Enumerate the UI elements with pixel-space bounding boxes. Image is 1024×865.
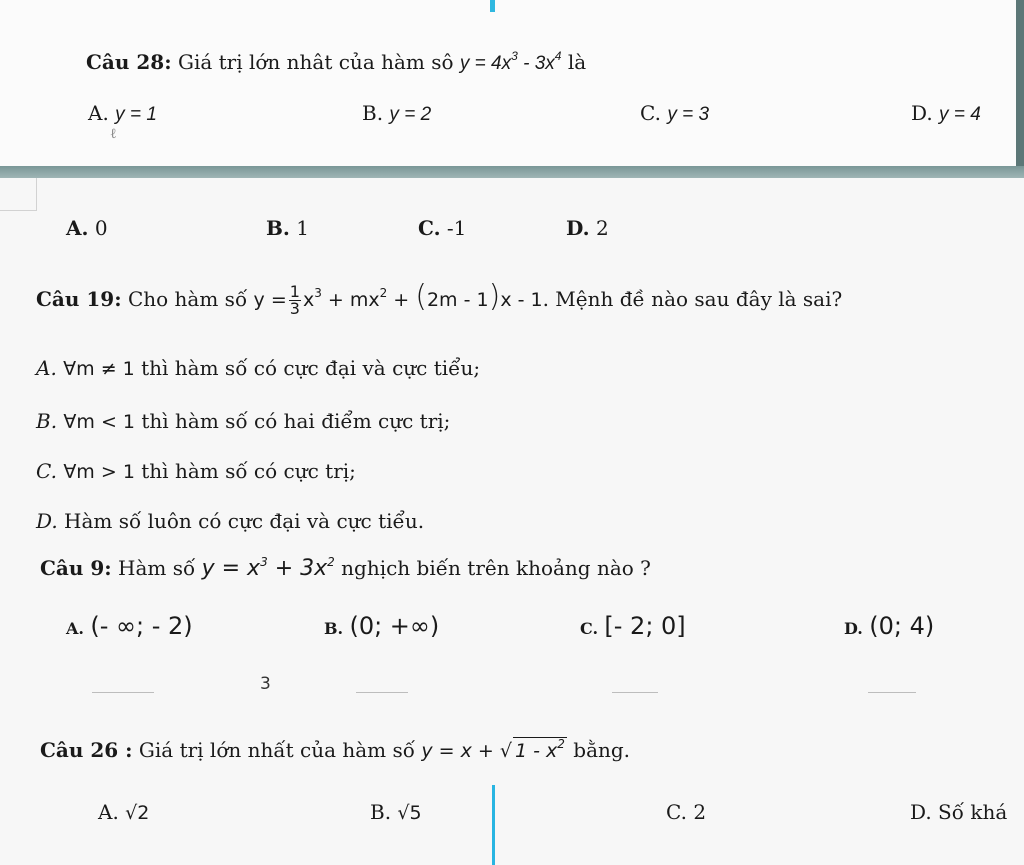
prev-option-b[interactable]: B. 1 [266, 216, 309, 240]
q19-equation: y = $\frac{1}{3}$ $x^3 + mx^2 + (2m - 1)x - 1$ [253, 279, 543, 318]
q26-label: Câu 26 : [40, 738, 133, 762]
q26-option-c[interactable]: C. 2 [666, 800, 707, 824]
q9-option-a[interactable]: A. (- ∞; - 2) [66, 612, 193, 640]
q19-option-c[interactable]: C. ∀m > 1 thì hàm số có cực trị; [36, 459, 356, 483]
text-cursor [492, 785, 495, 865]
q26-option-a[interactable]: A. √2 [98, 800, 150, 824]
panel-divider [0, 166, 1024, 178]
scroll-marker [490, 0, 495, 12]
q26-tail: bằng. [573, 738, 631, 762]
q28-stem [86, 50, 586, 73]
pencil-mark: ℓ [110, 126, 117, 142]
q19-option-b[interactable]: B. ∀m < 1 thì hàm số có hai điểm cực trị; [36, 409, 451, 433]
q9-text: Hàm số [118, 556, 196, 580]
q19-text: Cho hàm số [127, 287, 248, 311]
q28-option-b[interactable]: B. y = 2 [362, 101, 432, 125]
q9-option-d[interactable]: D. (0; 4) [844, 612, 935, 640]
q26-text: Giá trị lớn nhất của hàm số [138, 738, 416, 762]
corner-box [0, 178, 37, 211]
prev-option-d[interactable]: D. 2 [566, 216, 609, 240]
q9-stem [40, 556, 651, 580]
faint-dash [868, 692, 916, 693]
faint-dash [92, 692, 154, 693]
q9-option-b[interactable]: B. (0; +∞) [324, 612, 440, 640]
fraction-one-third: $\frac{1}{3}$ [289, 282, 300, 318]
question-28-panel [0, 0, 1017, 168]
q28-option-a[interactable]: A. y = 1 [88, 101, 157, 125]
q28-option-c[interactable]: C. y = 3 [640, 101, 710, 125]
panel-edge [1016, 0, 1024, 178]
q19-stem [36, 279, 843, 318]
q9-label: Câu 9: [40, 556, 112, 580]
q28-option-d[interactable]: D. y = 4 [911, 101, 981, 125]
faint-dash [612, 692, 658, 693]
q28-label: Câu 28: [86, 50, 172, 74]
q26-stem [40, 737, 630, 761]
q19-question: . Mệnh đề nào sau đây là sai? [542, 287, 843, 311]
q19-label: Câu 19: [36, 287, 122, 311]
q28-text: Giá trị lớn nhât của hàm sô [177, 50, 454, 74]
q19-option-d[interactable]: D. Hàm số luôn có cực đại và cực tiểu. [36, 509, 425, 533]
q9-option-c[interactable]: C. [- 2; 0] [580, 612, 686, 640]
q26-option-d[interactable]: D. Số khá [910, 800, 1008, 824]
q28-tail: là [567, 50, 587, 74]
q26-option-b[interactable]: B. √5 [370, 800, 422, 824]
stray-superscript: 3 [260, 674, 271, 694]
prev-option-c[interactable]: C. -1 [418, 216, 467, 240]
q9-equation: $y = x^3 + 3x^2$ [201, 555, 335, 581]
faint-dash [356, 692, 408, 693]
q19-option-a[interactable]: A. ∀m ≠ 1 thì hàm số có cực đại và cực tiểu; [36, 356, 481, 380]
q28-eq: $y = 4x^3 - 3x^4$ [459, 49, 562, 74]
q26-equation: y = x + √ $1 - x^2$ [421, 737, 565, 762]
q9-question: nghịch biến trên khoảng nào ? [341, 556, 651, 580]
prev-option-a[interactable]: A. 0 [66, 216, 108, 240]
